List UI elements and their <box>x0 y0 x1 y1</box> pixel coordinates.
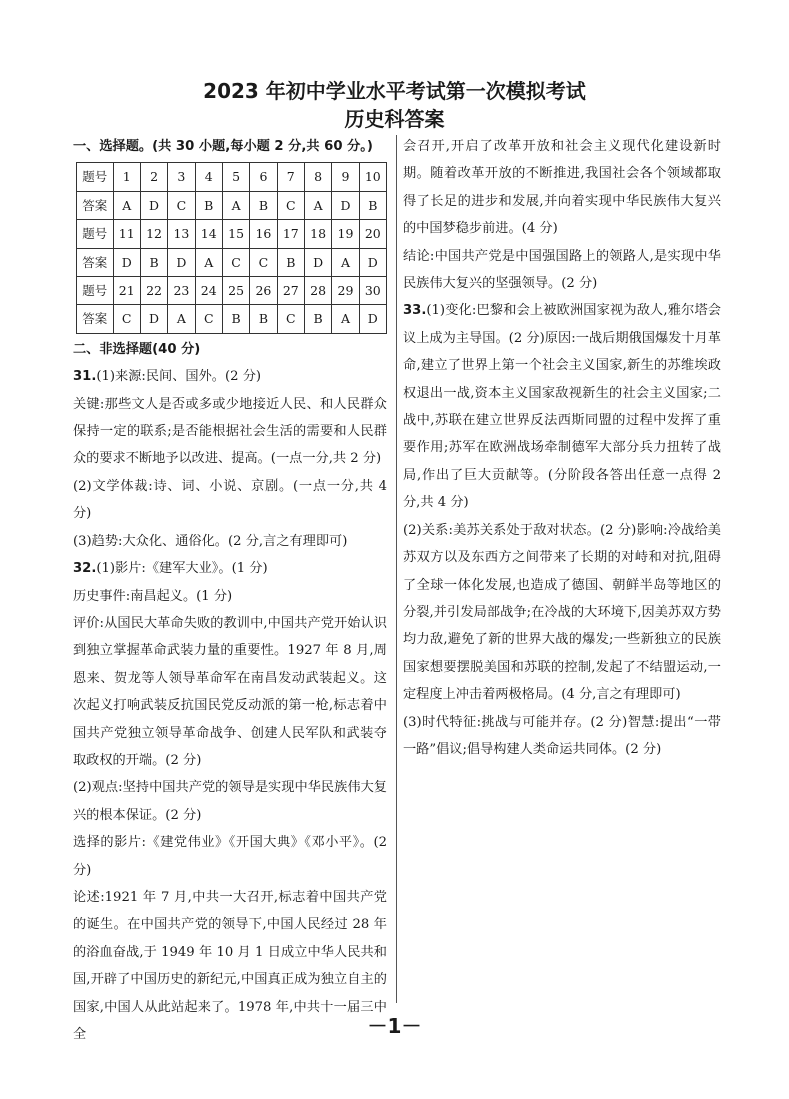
table-cell: 15 <box>222 220 249 248</box>
table-cell: D <box>359 305 386 333</box>
table-cell: 9 <box>332 163 359 191</box>
q31-part1 <box>73 363 387 390</box>
exam-subtitle: 历史科答案 <box>344 107 445 131</box>
table-cell: 12 <box>140 220 167 248</box>
q32-part2: (2)观点:坚持中国共产党的领导是实现中华民族伟大复兴的根本保证。(2 分) <box>73 780 387 823</box>
table-cell: D <box>332 191 359 219</box>
table-cell: C <box>113 305 140 333</box>
table-cell: D <box>140 191 167 219</box>
table-cell: 17 <box>277 220 304 248</box>
table-row-header: 答案 <box>77 191 114 219</box>
section-1-heading: 一、选择题。(共 30 小题,每小题 2 分,共 60 分。) <box>73 139 373 154</box>
table-cell: 26 <box>250 277 277 305</box>
table-cell: C <box>277 305 304 333</box>
answer-table <box>76 162 387 333</box>
table-cell: B <box>250 191 277 219</box>
q32-part1-text: (1)影片:《建军大业》。(1 分) <box>96 561 268 577</box>
exam-title: 2023 年初中学业水平考试第一次模拟考试 <box>203 79 586 103</box>
table-cell: 23 <box>168 277 195 305</box>
table-cell: 7 <box>277 163 304 191</box>
table-cell: B <box>359 191 386 219</box>
q32-event: 历史事件:南昌起义。(1 分) <box>73 588 233 604</box>
table-cell: 4 <box>195 163 222 191</box>
table-cell: 11 <box>113 220 140 248</box>
table-cell: 19 <box>332 220 359 248</box>
table-cell: 10 <box>359 163 386 191</box>
table-cell: D <box>168 248 195 276</box>
q32-continuation: 会召开,开启了改革开放和社会主义现代化建设新时期。随着改革开放的不断推进,我国社会各个领域都取得了长足的进步和发展,并向着实现中华民族伟大复兴的中国梦稳步前进。(4 分) <box>403 139 721 237</box>
table-cell: 30 <box>359 277 386 305</box>
table-row <box>77 163 387 191</box>
table-cell: D <box>304 248 331 276</box>
q32-evaluation: 评价:从国民大革命失败的教训中,中国共产党开始认识到独立掌握革命武装力量的重要性。1927 年 8 月,周恩来、贺龙等人领导革命军在南昌发动武装起义。这次起义打响武装反抗国民党反动派的第一枪,标志着中国共产党独立领导革命战争、创建人民军队和武装夺取政权的开端。(2 分) <box>73 615 387 768</box>
table-row-header: 题号 <box>77 277 114 305</box>
table-cell: C <box>168 191 195 219</box>
table-cell: C <box>277 191 304 219</box>
table-row <box>77 277 387 305</box>
table-cell: 13 <box>168 220 195 248</box>
table-cell: A <box>113 191 140 219</box>
table-cell: A <box>332 248 359 276</box>
q33-part2: (2)关系:美苏关系处于敌对状态。(2 分)影响:冷战给美苏双方以及东西方之间带来了长期的对峙和对抗,阻碍了全球一体化发展,也造成了德国、朝鲜半岛等地区的分裂,并引发局部战争;在冷战的大环境下,因美苏双方势均力敌,避免了新的世界大战的爆发;一些新独立的民族国家想要摆脱美国和苏联的控制,发起了不结盟运动,一定程度上冲击着两极格局。(4 分,言之有理即可) <box>403 522 721 703</box>
q32-number: 32. <box>73 561 97 577</box>
table-cell: D <box>359 248 386 276</box>
table-cell: C <box>250 248 277 276</box>
q32-argument: 论述:1921 年 7 月,中共一大召开,标志着中国共产党的诞生。在中国共产党的领导下,中国人民经过 28 年的浴血奋战,于 1949 年 10 月 1 日成立中华人民共和国,开辟了中国历史的新纪元,中国真正成为独立自主的国家,中国人从此站起来了。1978 年,中共十一届三中全 <box>73 889 387 1042</box>
table-cell: B <box>250 305 277 333</box>
q31-part3: (3)趋势:大众化、通俗化。(2 分,言之有理即可) <box>73 533 348 549</box>
column-divider <box>396 135 397 1003</box>
q31-key: 关键:那些文人是否或多或少地接近人民、和人民群众保持一定的联系;是否能根据社会生活的需要和人民群众的要求不断地予以改进、提高。(一点一分,共 2 分) <box>73 396 387 467</box>
table-cell: 2 <box>140 163 167 191</box>
table-cell: B <box>222 305 249 333</box>
q33-part1-text: (1)变化:巴黎和会上被欧洲国家视为敌人,雅尔塔会议上成为主导国。(2 分)原因:一战后期俄国爆发十月革命,建立了世界上第一个社会主义国家,新生的苏维埃政权退出一战,资本主义国家敌视新生的社会主义国家;二战中,苏联在建立世界反法西斯同盟的过程中发挥了重要作用;苏军在欧洲战场牵制德军大部分兵力扭转了战局,作出了巨大贡献等。(分阶段各答出任意一点得 2 分,共 4 分) <box>403 303 721 511</box>
table-row-header: 答案 <box>77 305 114 333</box>
table-cell: 6 <box>250 163 277 191</box>
table-cell: 20 <box>359 220 386 248</box>
table-row-header: 答案 <box>77 248 114 276</box>
table-cell: A <box>168 305 195 333</box>
table-row <box>77 220 387 248</box>
table-cell: A <box>222 191 249 219</box>
table-cell: B <box>140 248 167 276</box>
q33-number: 33. <box>403 303 427 319</box>
table-row <box>77 191 387 219</box>
right-column <box>403 133 721 763</box>
table-cell: 1 <box>113 163 140 191</box>
table-cell: 28 <box>304 277 331 305</box>
table-row <box>77 305 387 333</box>
table-cell: 8 <box>304 163 331 191</box>
table-cell: B <box>195 191 222 219</box>
table-cell: A <box>304 191 331 219</box>
table-cell: 22 <box>140 277 167 305</box>
table-cell: 18 <box>304 220 331 248</box>
table-cell: 25 <box>222 277 249 305</box>
table-cell: 5 <box>222 163 249 191</box>
page-number: －1－ <box>367 1014 422 1038</box>
table-cell: 3 <box>168 163 195 191</box>
table-cell: A <box>195 248 222 276</box>
table-cell: D <box>113 248 140 276</box>
q32-part1 <box>73 555 387 582</box>
q33-part3: (3)时代特征:挑战与可能并存。(2 分)智慧:提出“一带一路”倡议;倡导构建人类命运共同体。(2 分) <box>403 714 721 757</box>
q31-part1-text: (1)来源:民间、国外。(2 分) <box>96 369 262 385</box>
table-cell: B <box>277 248 304 276</box>
q32-films: 选择的影片:《建党伟业》《开国大典》《邓小平》。(2 分) <box>73 835 387 878</box>
table-cell: D <box>140 305 167 333</box>
table-cell: 29 <box>332 277 359 305</box>
table-cell: 27 <box>277 277 304 305</box>
table-cell: 21 <box>113 277 140 305</box>
table-cell: 14 <box>195 220 222 248</box>
table-cell: B <box>304 305 331 333</box>
section-2-heading: 二、非选择题(40 分) <box>73 341 201 357</box>
q31-part2: (2)文学体裁:诗、词、小说、京剧。(一点一分,共 4 分) <box>73 478 387 522</box>
table-cell: 24 <box>195 277 222 305</box>
table-cell: C <box>222 248 249 276</box>
table-row-header: 题号 <box>77 163 114 191</box>
table-row <box>77 248 387 276</box>
table-cell: 16 <box>250 220 277 248</box>
q33-part1 <box>403 297 721 516</box>
table-cell: C <box>195 305 222 333</box>
table-row-header: 题号 <box>77 220 114 248</box>
left-column <box>73 133 387 1048</box>
q32-conclusion: 结论:中国共产党是中国强国路上的领路人,是实现中华民族伟大复兴的坚强领导。(2 分) <box>403 248 721 292</box>
q31-number: 31. <box>73 369 97 385</box>
table-cell: A <box>332 305 359 333</box>
